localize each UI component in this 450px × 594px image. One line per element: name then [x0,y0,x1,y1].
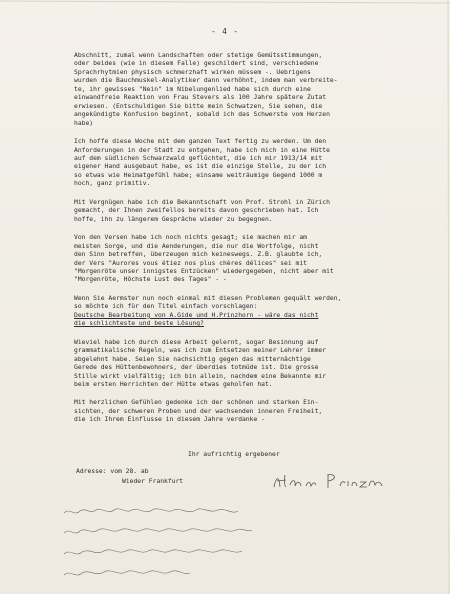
text-line: so etwas wie Heimatgefühl habe; einsame weiträumige Gegend 1000 m [74,171,323,179]
address-line: Adresse: vom 28. ab [76,468,149,475]
paragraph [74,199,444,224]
text-line: so möchte ich für den Titel einfach vorschlagen: [74,303,258,311]
text-line: grammatikalische Regeln, was ich zum Entsetzen meiner Lehrer immer [74,347,327,355]
text-line: Stille wirkt vielfältig; ich bin allein, nachdem eine Bekannte mir [74,372,327,380]
text-line: wurden die Bauchmuskel-Analytiker dann verhöhnt, indem man verbreite- [74,77,338,85]
text-line: der Vers "Aurores vous étiez nos plus chères délices" sei mit [74,259,307,267]
text-line: Ich hoffe diese Woche mit dem ganzen Text fertig zu werden. Um den [74,138,327,146]
text-line: hoch, ganz primitiv. [74,180,151,188]
text-line: eigener Hand ausgebaut habe, es ist die einzige Stelle, zu der ich [74,163,327,171]
text-line: Wenn Sie Aermster nun noch einmal mit diesen Problemen gequält werden, [74,294,342,302]
text-line: gemacht, der Ihnen zweifellos bereits davon geschrieben hat. Ich [74,207,319,215]
text-line-underlined: die schlichteste und beste Lösung? [74,320,204,328]
text-line: Abschnitt, zumal wenn Landschaften oder stetige Gemütsstimmungen, [74,52,323,59]
handwritten-signature [270,469,390,493]
text-line: auf dem südlichen Schwarzwald geflüchtet, die ich mir 1913/14 mit [74,154,323,162]
text-line: angekündigte Konfusion beginnt, sobald ich das Schwerste vom Herzen [74,111,330,119]
text-line: sichten, der schweren Proben und der wachsenden inneren Freiheit, [74,407,323,415]
paragraph [74,52,444,128]
text-line: habe) [74,119,94,127]
text-line: "Morgenröte unser innigstes Entzücken" wiedergegeben, nicht aber mit [74,267,334,275]
text-line: Wieviel habe ich durch diese Arbeit gelernt, sogar Besinnung auf [74,338,319,346]
page-number: - 4 - [211,27,239,36]
text-line: den Sinn betreffen, überzeugen mich keineswegs. Z.B. glaubte ich, [74,251,323,259]
text-line-underlined: Deutsche Bearbeitung von A.Gide und H.Prinzhorn - wäre das nicht [74,311,319,319]
text-line: "Morgenröte, Höchste Lust des Tages" - - [74,276,227,284]
paragraph [74,339,444,390]
handwritten-note [62,503,322,589]
letter-body [74,52,444,435]
text-line: Gerede des Hüttenbewohners, der überdies totmüde ist. Die grosse [74,364,319,372]
text-line: Mit Vergnügen habe ich die Bekanntschaft von Prof. Strohl in Zürich [74,198,330,206]
text-line: Von den Versen habe ich noch nichts gesagt; sie machen mir am [74,234,307,242]
paragraph [74,399,444,424]
text-line: einwandfreie Reaktion von Frau Stevers als 100 Jahre spätere Zutat [74,94,327,102]
text-line: die ich Ihrem Einflusse in diesem Jahre verdanke - [74,416,265,424]
text-line: abgelehnt habe. Seien Sie nachsichtig gegen das mitternächtige [74,355,311,363]
text-line: meisten Sorge, und die Aenderungen, die nur die Wortfolge, nicht [74,242,319,250]
text-line: oder beides (wie in diesem Falle) geschildert sind, verschiedene [74,60,319,68]
address-line: Wieder Frankfurt [122,478,184,485]
text-line: Sprachrhytmien physisch schmerzhaft wirken müssem -. Uebrigens [74,68,311,76]
paragraph [74,234,444,285]
address-block [76,467,183,487]
closing-salutation: Ihr aufrichtig ergebener [188,451,280,458]
text-line: beim ersten Herrichten der Hütte etwas geholfen hat. [74,380,273,388]
text-line: Mit herzlichen Gefühlen gedenke ich der schönen und starken Ein- [74,399,319,407]
text-line: Anforderungen in der Stadt zu entgehen, habe ich mich in eine Hütte [74,146,330,154]
paragraph [74,138,444,189]
text-line: erwiesen. (Entschuldigen Sie bitte mein Schwatzen, Sie sehen, die [74,102,323,110]
text-line: te, ihr gewisses "Nein" im Nibelungenlied habe sich durch eine [74,85,311,93]
text-line: hoffe, ihn zu längerem Gespräche wieder zu begegnen. [74,215,273,223]
paragraph [74,295,444,329]
